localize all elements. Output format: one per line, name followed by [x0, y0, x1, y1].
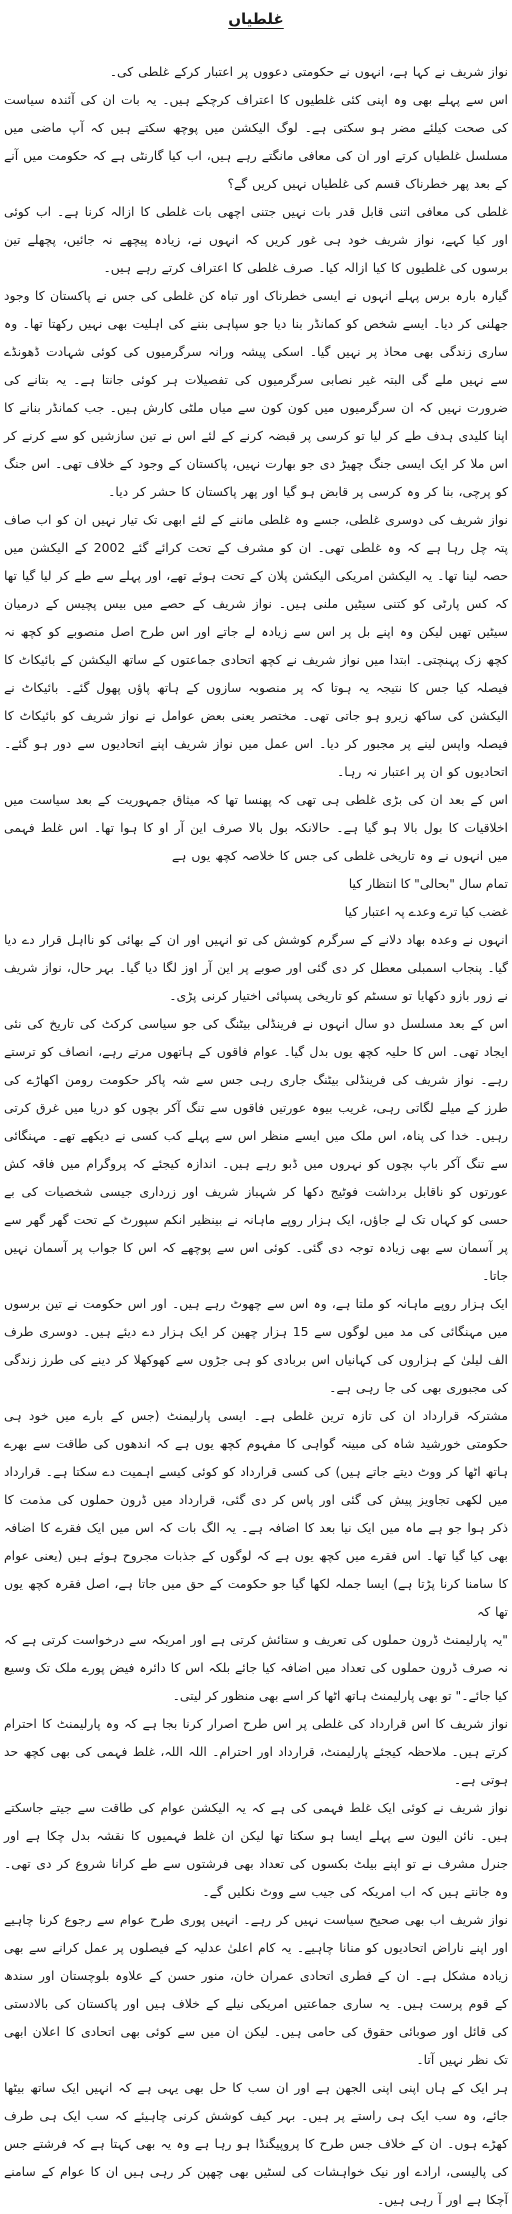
paragraph: گیارہ بارہ برس پہلے انہوں نے ایسی خطرناک اور تباہ کن غلطی کی جس نے پاکستان کا وجود جھلنی کر دیا۔ ایسے شخص کو کمانڈر بنا دیا جو سپاہی بننے کی اہلیت بھی نہیں رکھتا تھا۔ وہ ساری زندگی بھی محاذ پر نہیں گیا۔ اسکی پیشہ ورانہ سرگرمیوں کی کوئی شہادت ڈھونڈے سے نہیں ملے گی البتہ غیر نصابی سرگرمیوں کی تفصیلات ہر کوئی جانتا ہے۔ یہ بتانے کی ضرورت نہیں کہ ان سرگرمیوں میں کون کون سے میاں ملٹی کارش ہیں۔ جب کمانڈر بنانے کا اپنا کلیدی ہدف طے کر لیا تو کرسی پر قبضہ کرنے کے لئے اس نے تین سازشیں کو سے کرنے کر اس ملا کر ایک ایسی جنگ چھیڑ دی جو بھارت نہیں، پاکستان کے وجود کے خلاف تھی۔ اس جنگ کو پرچی، بنا کر وہ کرسی پر قابض ہو گیا اور پھر پاکستان کا حشر کر دیا۔ [4, 288, 508, 499]
paragraph: نواز شریف نے کہا ہے، انہوں نے حکومتی دعووں پر اعتبار کرکے غلطی کی۔ [109, 64, 508, 79]
paragraph: نواز شریف کی دوسری غلطی، جسے وہ غلطی ماننے کے لئے ابھی تک تیار نہیں ان کو اب صاف پتہ چل رہا ہے کہ وہ غلطی تھی۔ ان کو مشرف کے تحت کرائے گئے 2002 کے الیکشن میں حصہ لینا تھا۔ یہ الیکشن امریکی الیکشن پلان کے تحت ہوئے تھے، اور پہلے سے طے کر لیا گیا تھا کہ کس پارٹی کو کتنی سیٹیں ملنی ہیں۔ نواز شریف کے حصے میں بیس پچیس کے درمیان سیٹیں تھیں لیکن وہ اپنے بل پر اس سے زیادہ لے جاتے اور اس طرح اصل منصوبے کو کچھ نہ کچھ زک پہنچتی۔ ابتدا میں نواز شریف نے کچھ اتحادی جماعتوں کے ساتھ الیکشن کے بائیکاٹ کا فیصلہ کیا جس کا نتیجہ یہ ہوتا کہ پر منصوبہ سازوں کے ہاتھ پاؤں پھول گئے۔ بائیکاٹ نے الیکشن کی ساکھ زیرو ہو جاتی تھی۔ مختصر یعنی بعض عوامل نے نواز شریف کو بائیکاٹ کا فیصلہ واپس لینے پر مجبور کر دیا۔ اس عمل میں نواز شریف اپنے اتحادیوں سے دور ہو گئے۔ اتحادیوں کو ان پر اعتبار نہ رہا۔ [4, 512, 508, 779]
quote: "یہ پارلیمنٹ ڈرون حملوں کی تعریف و ستائش کرتی ہے اور امریکہ سے درخواست کرتی ہے کہ نہ صرف ڈرون حملوں کی تعداد میں اضافہ کیا جائے بلکہ اس کا دائرہ فیض پورے ملک تک وسیع کیا جائے۔" تو بھی پارلیمنٹ ہاتھ اٹھا کر اسے بھی منظور کر لیتی۔ [4, 1632, 508, 1703]
paragraph: نواز شریف نے کوئی ایک غلط فہمی کی ہے کہ یہ الیکشن عوام کی طاقت سے جیتے جاسکتے ہیں۔ نائن الیون سے پہلے ایسا ہو سکتا تھا لیکن ان غلط فہمیوں کا نقشہ بدل چکا ہے اور جنرل مشرف نے تو اپنے بیلٹ بکسوں کی تعداد بھی فرشتوں سے طے کرانا شروع کر دی تھی۔ وہ جانتے ہیں کہ اب امریکہ کی جیب سے ووٹ نکلیں گے۔ [4, 1800, 508, 1899]
paragraph: مشترکہ قرارداد ان کی تازہ ترین غلطی ہے۔ ایسی پارلیمنٹ (جس کے بارے میں خود ہی حکومتی خورشید شاہ کی مبینہ گواہی کا مفہوم کچھ یوں ہے کہ اندھوں کی طاقت سے بھرے ہاتھ اٹھا کر ووٹ دیتے جاتے ہیں) کی کسی قرارداد کو کوئی کیسے اہمیت دے سکتا ہے۔ قرارداد میں لکھی تجاویز پیش کی گئی اور پاس کر دی گئی، قرارداد میں ڈرون حملوں کی مذمت کا ذکر ہوا جو ہے ماہ میں ایک نیا بعد کا اضافہ ہے۔ یہ الگ بات کہ اس میں ایک فقرے کا اضافہ بھی کیا گیا تھا۔ اس فقرے میں کچھ یوں ہے کہ لوگوں کے جذبات مجروح ہوئے ہیں (یعنی عوام کا سامنا کرنا پڑتا ہے) ایسا جملہ لکھا گیا جو حکومت کے حق میں جاتا ہے، اصل فقرہ کچھ یوں تھا کہ [4, 1408, 508, 1619]
paragraph: اس کے بعد ان کی بڑی غلطی ہی تھی کہ پھنسا تھا کہ میثاق جمہوریت کے بعد سیاست میں اخلاقیات کا بول بالا ہو گیا ہے۔ حالانکہ بول بالا صرف این آر او کا ہوا تھا۔ اس غلط فہمی میں انہوں نے وہ تاریخی غلطی کی جس کا خلاصہ کچھ یوں ہے [4, 792, 508, 863]
paragraph: ہر ایک کے ہاں اپنی اپنی الجھن ہے اور ان سب کا حل بھی یہی ہے کہ انہیں ایک ساتھ بیٹھا جائے، وہ سب ایک ہی راستے پر ہیں۔ بہر کیف کوشش کرنی چاہیئے کہ سب ایک ہی طرف کھڑے ہوں۔ ان کے خلاف جس طرح کا پروپیگنڈا ہو رہا ہے وہ یہ بھی کہتا ہے کہ فرشتے جس کی پالیسی، ارادے اور نیک خواہشات کی لسٹیں بھی چھپن کر رہی ہیں ان کا عوام کے سامنے آچکا ہے اور آ رہی ہیں۔ [4, 2080, 508, 2207]
article-title: غلطیاں [228, 10, 284, 28]
paragraph: انہوں نے وعدہ بھاد دلانے کے سرگرم کوشش کی تو انہیں اور ان کے بھائی کو نااہل قرار دے دیا گیا۔ پنجاب اسمبلی معطل کر دی گئی اور صوبے پر این آر اوز لگا دیا گیا۔ بہر حال، نواز شریف نے زور بازو دکھایا تو سسٹم کو تاریخی پسپائی اختیار کرنی پڑی۔ [4, 932, 508, 1003]
paragraph: نواز شریف کا اس قرارداد کی غلطی پر اس طرح اصرار کرنا بجا ہے کہ وہ پارلیمنٹ کا احترام کرتے ہیں۔ ملاحظہ کیجئے پارلیمنٹ، قرارداد اور احترام۔ اللہ اللہ، غلط فہمی کی بھی کچھ حد ہوتی ہے۔ [4, 1716, 508, 1787]
article [4, 0, 508, 2207]
paragraph: اس کے بعد مسلسل دو سال انہوں نے فرینڈلی بیٹنگ کی جو سیاسی کرکٹ کی تاریخ کی نئی ایجاد تھی۔ اس کا حلیہ کچھ یوں بدل گیا۔ عوام فاقوں کے ہاتھوں مرتے رہے، انصاف کو ترستے رہے۔ نواز شریف کی فرینڈلی بیٹنگ جاری رہی جس سے شہ پاکر حکومت رومن اکھاڑے کی طرز کے میلے لگاتی رہی، غریب بیوہ عورتیں فاقوں سے تنگ آکر بچوں کو دریا میں غرق کرتی رہیں۔ خدا کی پناہ، اس ملک میں ایسے منظر اس سے پہلے کب کسی نے دیکھے تھے۔ مہنگائی سے تنگ آکر باپ بچوں کو نہروں میں ڈبو رہے ہیں۔ اندازہ کیجئے کہ پروگرام میں فاقہ کش عورتوں کو ناقابل برداشت فوٹیج دکھا کر شہباز شریف اور زرداری جیسی شخصیات کی بے حسی کو کہاں تک لے جاؤں، ایک ہزار روپے ماہانہ نے بینظیر انکم سپورٹ کے تحت گھر گھر سے پر آسمان سے بھی زیادہ توجہ دی گئی۔ کوئی اس سے پوچھے کہ اس کا جواب پر آسمان نہیں جاتا۔ [4, 1016, 508, 1283]
verse-line: غضب کیا ترے وعدے پہ اعتبار کیا [344, 904, 508, 919]
paragraph: نواز شریف اب بھی صحیح سیاست نہیں کر رہے۔ انہیں پوری طرح عوام سے رجوع کرنا چاہیے اور اپنے ناراض اتحادیوں کو منانا چاہیے۔ یہ کام اعلیٰ عدلیہ کے فیصلوں پر عمل کرانے سے بھی زیادہ مشکل ہے۔ ان کے فطری اتحادی عمران خان، منور حسن کے علاوہ بلوچستان اور سندھ کے قوم پرست ہیں۔ یہ ساری جماعتیں امریکی نیلے کے خلاف ہیں اور پاکستان کی بالادستی کی قائل اور صوبائی حقوق کی حامی ہیں۔ لیکن ان میں سے کوئی بھی اتحادی کا اعلان ابھی تک نظر نہیں آتا۔ [4, 1912, 508, 2067]
verse [4, 870, 508, 926]
paragraph: ایک ہزار روپے ماہانہ کو ملتا ہے، وہ اس سے چھوٹ رہے ہیں۔ اور اس حکومت نے تین برسوں میں مہنگائی کی مد میں لوگوں سے 15 ہزار چھین کر ایک ہزار دے دیئے ہیں۔ دوسری طرف الف لیلیٰ کے ہزاروں کی کہانیاں اس بربادی کو ہی جڑوں سے کھوکھلا کر دینے کی طرز زندگی کی مجبوری بھی کی جا رہی ہے۔ [4, 1296, 508, 1395]
verse-line: تمام سال "بحالی" کا انتظار کیا [348, 876, 508, 891]
paragraph: اس سے پہلے بھی وہ اپنی کئی غلطیوں کا اعتراف کرچکے ہیں۔ یہ بات ان کی آئندہ سیاست کی صحت کیلئے مضر ہو سکتی ہے۔ لوگ الیکشن میں پوچھ سکتے ہیں کہ آپ ماضی میں مسلسل غلطیاں کرتے اور ان کی معافی مانگتے رہے ہیں، اب کیا گارنٹی ہے کہ حکومت میں آنے کے بعد پھر خطرناک قسم کی غلطیاں نہیں کریں گے؟ [4, 92, 508, 191]
paragraph: غلطی کی معافی اتنی قابل قدر بات نہیں جتنی اچھی بات غلطی کا ازالہ کرنا ہے۔ اب کوئی اور کیا کہے، نواز شریف خود ہی غور کریں کہ انہوں نے، زیادہ پیچھے نہ جائیں، پچھلے تین برسوں کی غلطیوں کا کیا ازالہ کیا۔ صرف غلطی کا اعتراف کرتے رہے ہیں۔ [4, 204, 508, 275]
